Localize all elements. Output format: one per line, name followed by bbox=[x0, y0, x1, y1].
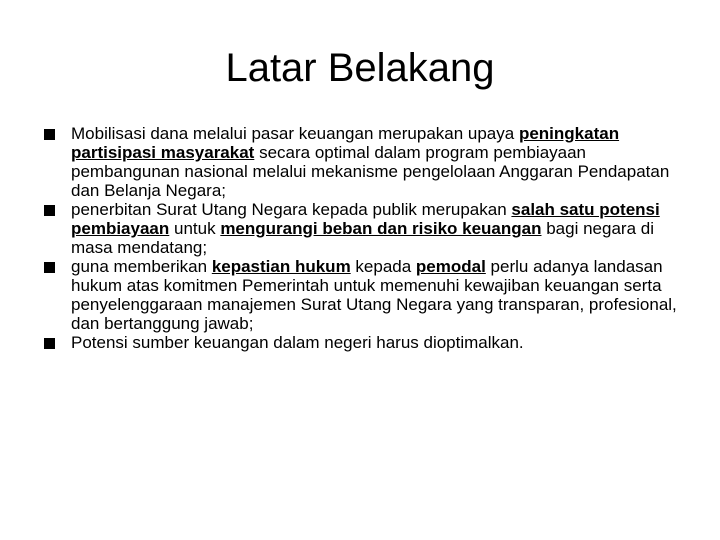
emphasized-phrase: mengurangi beban dan risiko keuangan bbox=[220, 219, 542, 238]
bullet-item-1 bbox=[44, 124, 684, 200]
slide-title: Latar Belakang bbox=[225, 46, 495, 90]
bullet-text: bagi negara di masa mendatang; bbox=[71, 219, 654, 257]
square-bullet-icon bbox=[44, 338, 55, 349]
emphasized-phrase: pemodal bbox=[415, 257, 486, 276]
bullet-list bbox=[44, 124, 684, 352]
emphasized-phrase: kepastian hukum bbox=[211, 257, 351, 276]
emphasized-phrase: salah satu potensi pembiayaan bbox=[71, 200, 660, 238]
bullet-text: secara optimal dalam program pembiayaan pembangunan nasional melalui mekanisme pengelolaan Anggaran Pendapatan dan Belanja Negara; bbox=[71, 143, 670, 200]
emphasized-phrase: peningkatan partisipasi masyarakat bbox=[71, 124, 620, 162]
bullet-text: Potensi sumber keuangan dalam negeri harus dioptimalkan. bbox=[71, 333, 524, 352]
bullet-text: untuk bbox=[169, 219, 221, 238]
square-bullet-icon bbox=[44, 129, 55, 140]
bullet-text: Mobilisasi dana melalui pasar keuangan merupakan upaya bbox=[71, 124, 519, 143]
bullet-item-2 bbox=[44, 200, 684, 257]
bullet-text: kepada bbox=[350, 257, 416, 276]
square-bullet-icon bbox=[44, 205, 55, 216]
bullet-text: guna memberikan bbox=[71, 257, 212, 276]
square-bullet-icon bbox=[44, 262, 55, 273]
bullet-text: penerbitan Surat Utang Negara kepada publik merupakan bbox=[71, 200, 512, 219]
bullet-text: perlu adanya landasan hukum atas komitmen Pemerintah untuk memenuhi kewajiban keuangan serta penyelenggaraan manajemen Surat Utang Negara yang transparan, profesional, dan bertanggung jawab; bbox=[71, 257, 677, 333]
bullet-item-3 bbox=[44, 257, 684, 333]
bullet-item-4 bbox=[44, 333, 684, 352]
